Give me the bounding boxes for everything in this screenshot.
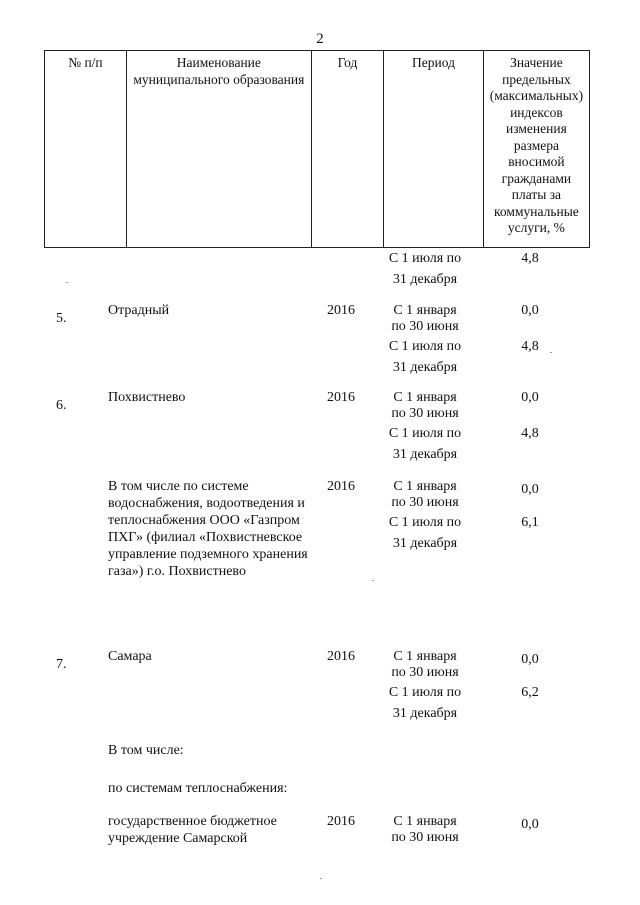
row-7-year: 2016 (327, 649, 355, 664)
row-5-period2-line1: С 1 июля по (388, 339, 462, 354)
row-5-value1: 0,0 (521, 303, 539, 318)
row-6-year: 2016 (327, 390, 355, 405)
row-5-period1-line1: С 1 января (393, 303, 457, 318)
col-name-header: Наименование муниципального образования (126, 51, 311, 248)
scan-speck (550, 352, 552, 353)
sub-heading-heat-supply: по системам теплоснабжения: (108, 781, 288, 796)
row-5-name: Отрадный (108, 303, 170, 318)
last-row-period1-line1: С 1 января (393, 814, 457, 829)
row-7-period2-line1: С 1 июля по (388, 685, 462, 700)
row-6-sub-period1-line1: С 1 января (393, 479, 457, 494)
col-year-header: Год (311, 51, 383, 248)
row-6-sub-year: 2016 (327, 479, 355, 494)
row-7-name: Самара (108, 649, 152, 664)
continuation-period-line2: 31 декабря (392, 272, 458, 287)
page-number: 2 (316, 31, 324, 47)
row-7-number: 7. (56, 657, 67, 672)
row-6-sub-value1: 0,0 (521, 482, 539, 497)
row-7-period2-line2: 31 декабря (392, 706, 458, 721)
col-num-header: № п/п (45, 51, 127, 248)
row-5-period1-line2: по 30 июня (391, 319, 459, 334)
row-6-period2-line1: С 1 июля по (388, 426, 462, 441)
continuation-period-line1: С 1 июля по (388, 251, 462, 266)
row-6-period1-line1: С 1 января (393, 390, 457, 405)
row-6-sub-value2: 6,1 (521, 515, 539, 530)
last-row-name: государственное бюджетное учреждение Самарской (108, 814, 277, 846)
row-6-sub-period1-line2: по 30 июня (391, 495, 459, 510)
table-header (44, 50, 590, 248)
row-7-period1-line2: по 30 июня (391, 665, 459, 680)
row-6-number: 6. (56, 398, 67, 413)
row-7-value1: 0,0 (521, 652, 539, 667)
row-6-sub-name: В том числе по системе водоснабжения, водоотведения и теплоснабжения ООО «Газпром ПХГ» (филиал «Похвистневское управление подземного хранения газа») г.о. Похвистнево (108, 479, 308, 579)
row-6-name: Похвистнево (108, 390, 186, 405)
last-row-year: 2016 (327, 814, 355, 829)
row-6-period2-line2: 31 декабря (392, 447, 458, 462)
continuation-value: 4,8 (521, 251, 539, 266)
last-row-value1: 0,0 (521, 817, 539, 832)
scan-speck (372, 580, 374, 581)
row-7-period1-line1: С 1 января (393, 649, 457, 664)
row-6-value1: 0,0 (521, 390, 539, 405)
row-6-period1-line2: по 30 июня (391, 406, 459, 421)
row-5-number: 5. (56, 311, 67, 326)
sub-heading-including: В том числе: (108, 743, 184, 758)
col-value-header: Значение предельных (максимальных) индексов изменения размера вносимой гражданами платы за коммунальные услуги, % (483, 51, 589, 248)
col-period-header: Период (384, 51, 484, 248)
last-row-period1-line2: по 30 июня (391, 830, 459, 845)
row-5-value2: 4,8 (521, 339, 539, 354)
row-5-period2-line2: 31 декабря (392, 360, 458, 375)
scan-speck (66, 282, 68, 283)
row-6-sub-period2-line1: С 1 июля по (388, 515, 462, 530)
scan-speck (320, 878, 322, 879)
row-7-value2: 6,2 (521, 685, 539, 700)
row-6-sub-period2-line2: 31 декабря (392, 536, 458, 551)
row-6-value2: 4,8 (521, 426, 539, 441)
row-5-year: 2016 (327, 303, 355, 318)
